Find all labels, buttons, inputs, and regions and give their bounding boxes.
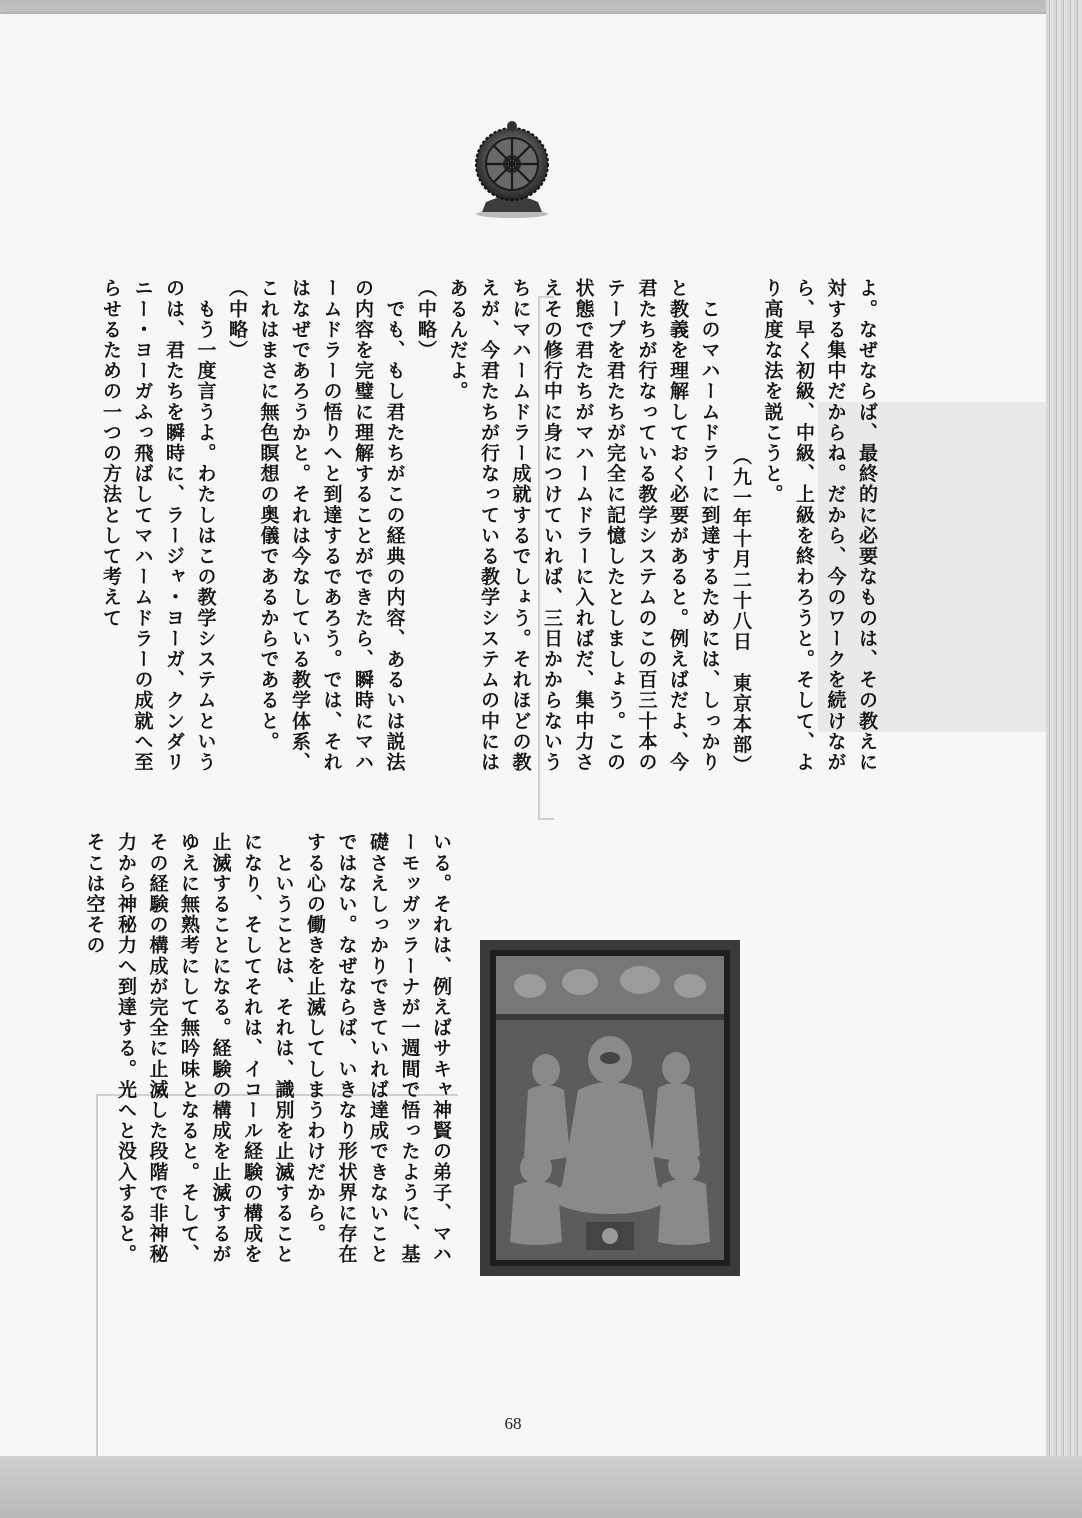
paragraph: でも、もし君たちがこの経典の内容、あるいは説法の内容を完璧に理解することができたら、瞬時にマハームドラーの悟りへと到達するであろう。では、それはなぜであろうかと。それは今なしている教学体系、これはまさに無色瞑想の奥儀であるからであると。（中略） xyxy=(226,278,406,773)
lower-text-block xyxy=(83,832,456,1276)
paragraph: いる。それは、例えばサキャ神賢の弟子、マハーモッガッラーナが一週間で悟ったように、基礎さえしっかりできていれば達成できないことではない。なぜならば、いきなり形状界に存在する心の働きを止滅してしまうわけだから。 xyxy=(304,832,452,1265)
buddha-relief-photo xyxy=(480,940,740,1276)
omission-note: （中略） xyxy=(415,278,437,361)
paragraph: ということは、それは、識別を止滅することになり、そしてそれは、イコール経験の構成を止滅することになる。経験の構成を止滅するがゆえに無熟考にして無吟味となると。そして、その経験の構成が完全に止滅した段階で非神秘力から神秘力へ到達する。光へと没入すると。そこは空その xyxy=(83,832,295,1265)
scanner-bottom-band xyxy=(0,1456,1082,1518)
page-stack-edge xyxy=(1046,0,1082,1518)
dharma-wheel-icon xyxy=(470,116,554,220)
paragraph: よ。なぜならば、最終的に必要なものは、その教えに対する集中だからね。だから、今のワークを続けながら、早く初級、中級、上級を終わろうと。そして、より高度な法を説こうと。 xyxy=(761,278,878,773)
upper-text-block xyxy=(96,278,882,776)
paragraph: このマハームドラーに到達するためには、しっかりと教義を理解しておく必要があると。例えばだよ、今君たちが行なっている教学システムのこの百三十本のテープを君たちが完全に記憶したとしましょう。この状態で君たちがマハームドラーに入ればだ、集中力さえその修行中に身につけていれば、三日かからないうちにマハームドラー成就するでしょう。それほどの教えが、今君たちが行なっている教学システムの中にはあるんだよ。 xyxy=(446,278,721,773)
relief-image xyxy=(490,950,730,1266)
page-number: 68 xyxy=(504,1414,522,1433)
paragraph: もう一度言うよ。わたしはこの教学システムというのは、君たちを瞬時に、ラージャ・ヨーガ、クンダリニー・ヨーガふっ飛ばしてマハームドラーの成就へ至らせるための一つの方法として考えて xyxy=(100,278,217,773)
date-line: （九一年十月二十八日 東京本部） xyxy=(730,446,752,776)
